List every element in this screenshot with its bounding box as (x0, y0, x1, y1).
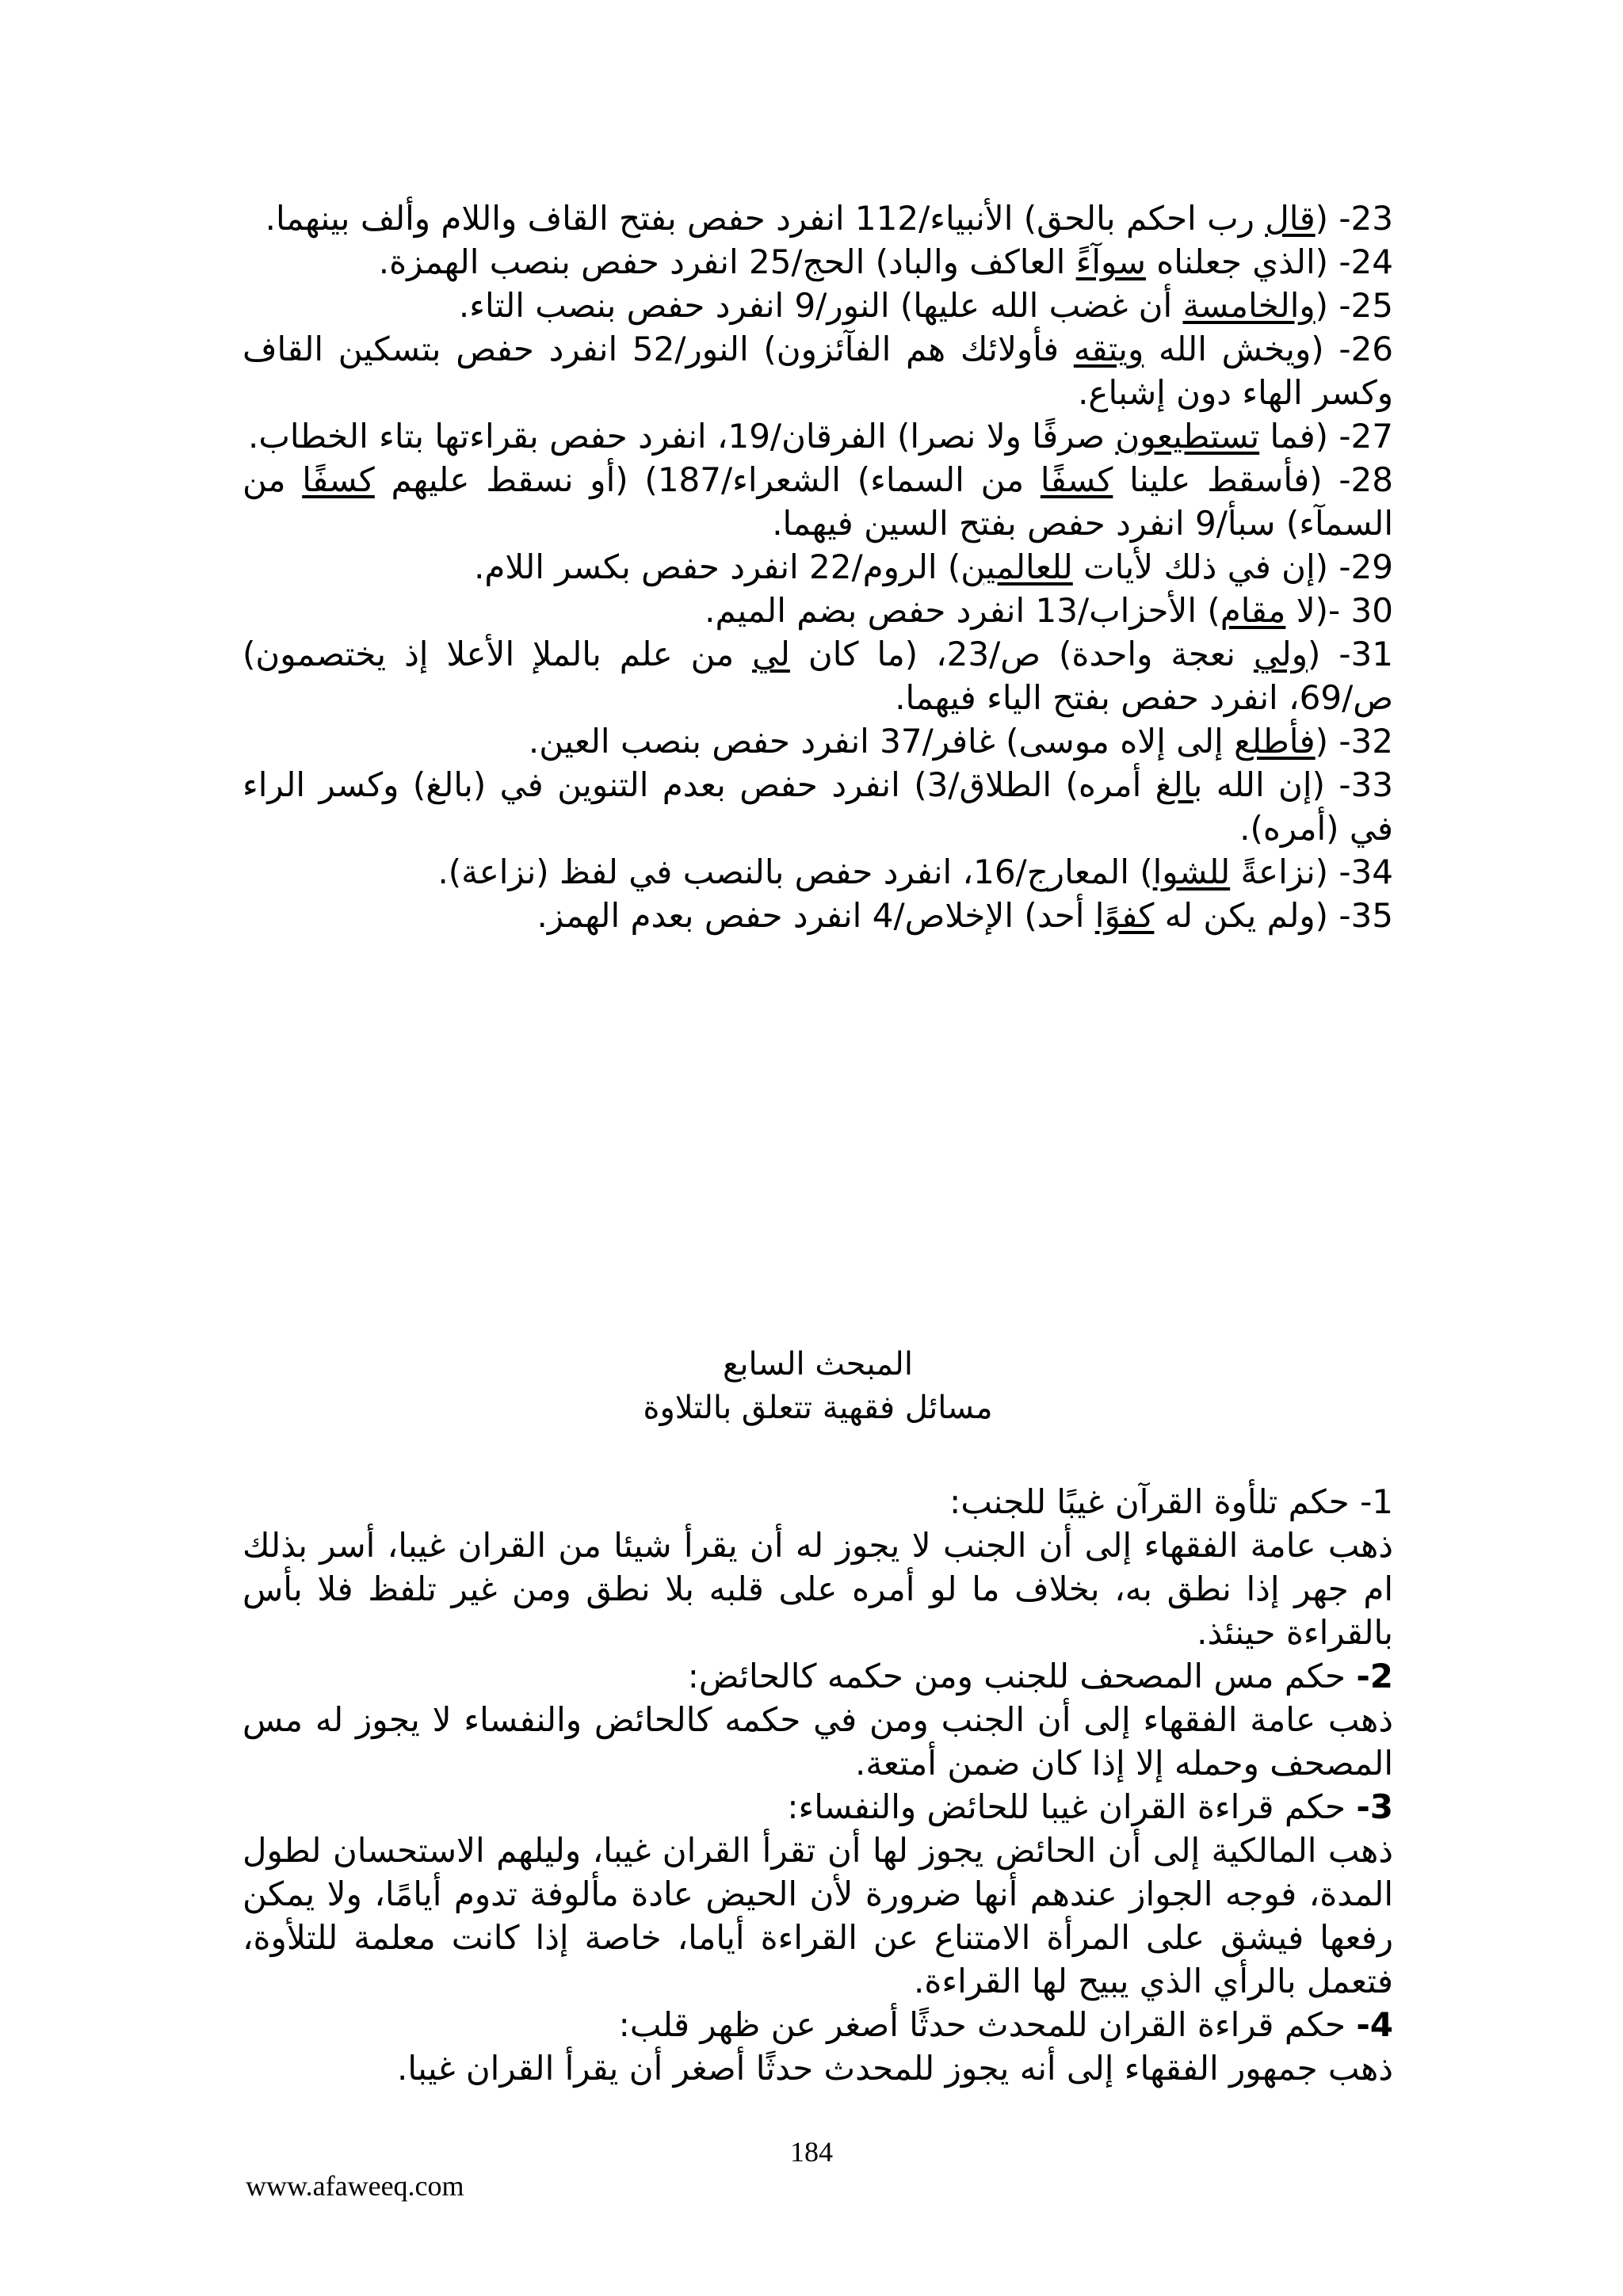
list-item: 25- (والخامسة أن غضب الله عليها) النور/9 انفرد حفص بنصب التاء. (458, 286, 1393, 325)
fiqh-item (242, 2003, 1393, 2090)
footer-url: www.afaweeq.com (246, 2170, 464, 2202)
list-item: 33- (إن الله بالغ أمره) الطلاق/3) انفرد حفص بعدم التنوين في (بالغ) وكسر الراء في (أمره). (242, 765, 1393, 848)
list-item: 24- (الذي جعلناه سوآءً العاكف والباد) الحج/25 انفرد حفص بنصب الهمزة. (378, 242, 1393, 281)
item-title: حكم قراءة القران غيبا للحائض والنفساء: (787, 1787, 1346, 1826)
fiqh-item-body: ذهب عامة الفقهاء إلى أن الجنب لا يجوز له أن يقرأ شيئا من القران غيبا، أسر بذلك ام جهر إذا نطق به، بخلاف ما لو أمره على قلبه بلا نطق ومن غير تلفظ فلا بأس بالقراءة حينئذ. (242, 1526, 1393, 1652)
fiqh-item-body: ذهب جمهور الفقهاء إلى أنه يجوز للمحدث حدثًا أصغر أن يقرأ القران غيبا. (397, 2049, 1393, 2088)
fiqh-item-title (242, 1480, 1393, 1524)
item-number: 4- (1356, 2005, 1393, 2044)
item-number: 3- (1356, 1787, 1393, 1826)
fiqh-item-body: ذهب المالكية إلى أن الحائض يجوز لها أن تقرأ القران غيبا، وليلهم الاستحسان لطول المدة، فوجه الجواز عندهم أنها ضرورة لأن الحيض عادة مألوفة تدوم أيامًا، ولا يمكن رفعها فيشق على المرأة الامتناع عن القراءة أياما، خاصة إذا كانت معلمة للتلأوة، فتعمل بالرأي الذي يبيح لها القراءة. (242, 1831, 1393, 2000)
list-item: 35- (ولم يكن له كفوًا أحد) الإخلاص/4 انفرد حفص بعدم الهمز. (537, 896, 1393, 935)
item-title: حكم تلأوة القرآن غيبًا للجنب: (949, 1482, 1350, 1521)
section-subheading: مسائل فقهية تتعلق بالتلاوة (643, 1390, 993, 1426)
fiqh-section (242, 1480, 1393, 2090)
list-item: 28- (فأسقط علينا كسفًا من السماء) الشعراء/187) (أو نسقط عليهم كسفًا من السمآء) سبأ/9 انفرد حفص بفتح السين فيهما. (242, 460, 1393, 543)
list-item: 30 -(لا مقام) الأحزاب/13 انفرد حفص بضم الميم. (705, 591, 1393, 630)
item-number: 2- (1356, 1657, 1393, 1695)
list-item: 34- (نزاعةً للشوا) المعارج/16، انفرد حفص بالنصب في لفظ (نزاعة). (437, 852, 1393, 891)
qiraat-list (242, 196, 1393, 937)
fiqh-item (242, 1480, 1393, 1654)
item-title: حكم مس المصحف للجنب ومن حكمه كالحائض: (687, 1657, 1346, 1695)
list-item: 31- (ولي نعجة واحدة) ص/23، (ما كان لي من علم بالملإ الأعلا إذ يختصمون) ص/69، انفرد حفص بفتح الياء فيهما. (242, 635, 1393, 717)
list-item: 32- (فأطلع إلى إلاه موسى) غافر/37 انفرد حفص بنصب العين. (528, 722, 1393, 761)
page-number: 184 (790, 2136, 833, 2168)
item-title: حكم قراءة القران للمحدث حدثًا أصغر عن ظهر قلب: (618, 2005, 1346, 2044)
list-item: 27- (فما تستطيعون صرفًا ولا نصرا) الفرقان/19، انفرد حفص بقراءتها بتاء الخطاب. (248, 417, 1393, 456)
list-item: 26- (ويخش الله ويتقه فأولائك هم الفآئزون) النور/52 انفرد حفص بتسكين القاف وكسر الهاء دون إشباع. (242, 330, 1394, 412)
fiqh-item-body: ذهب عامة الفقهاء إلى أن الجنب ومن في حكمه كالحائض والنفساء لا يجوز له مس المصحف وحمله إلا إذا كان ضمن أمتعة. (242, 1700, 1393, 1783)
list-item: 23- (قال رب احكم بالحق) الأنبياء/112 انفرد حفص بفتح القاف واللام وألف بينهما. (265, 199, 1393, 238)
fiqh-item (242, 1654, 1393, 1785)
section-heading: المبحث السابع (723, 1346, 913, 1383)
fiqh-item (242, 1785, 1393, 2003)
item-number: 1- (1360, 1482, 1393, 1521)
fiqh-item-title (242, 1785, 1393, 1829)
fiqh-item-title (242, 1654, 1393, 1698)
list-item: 29- (إن في ذلك لأيات للعالمين) الروم/22 انفرد حفص بكسر اللام. (474, 547, 1393, 586)
fiqh-item-title (242, 2003, 1393, 2046)
